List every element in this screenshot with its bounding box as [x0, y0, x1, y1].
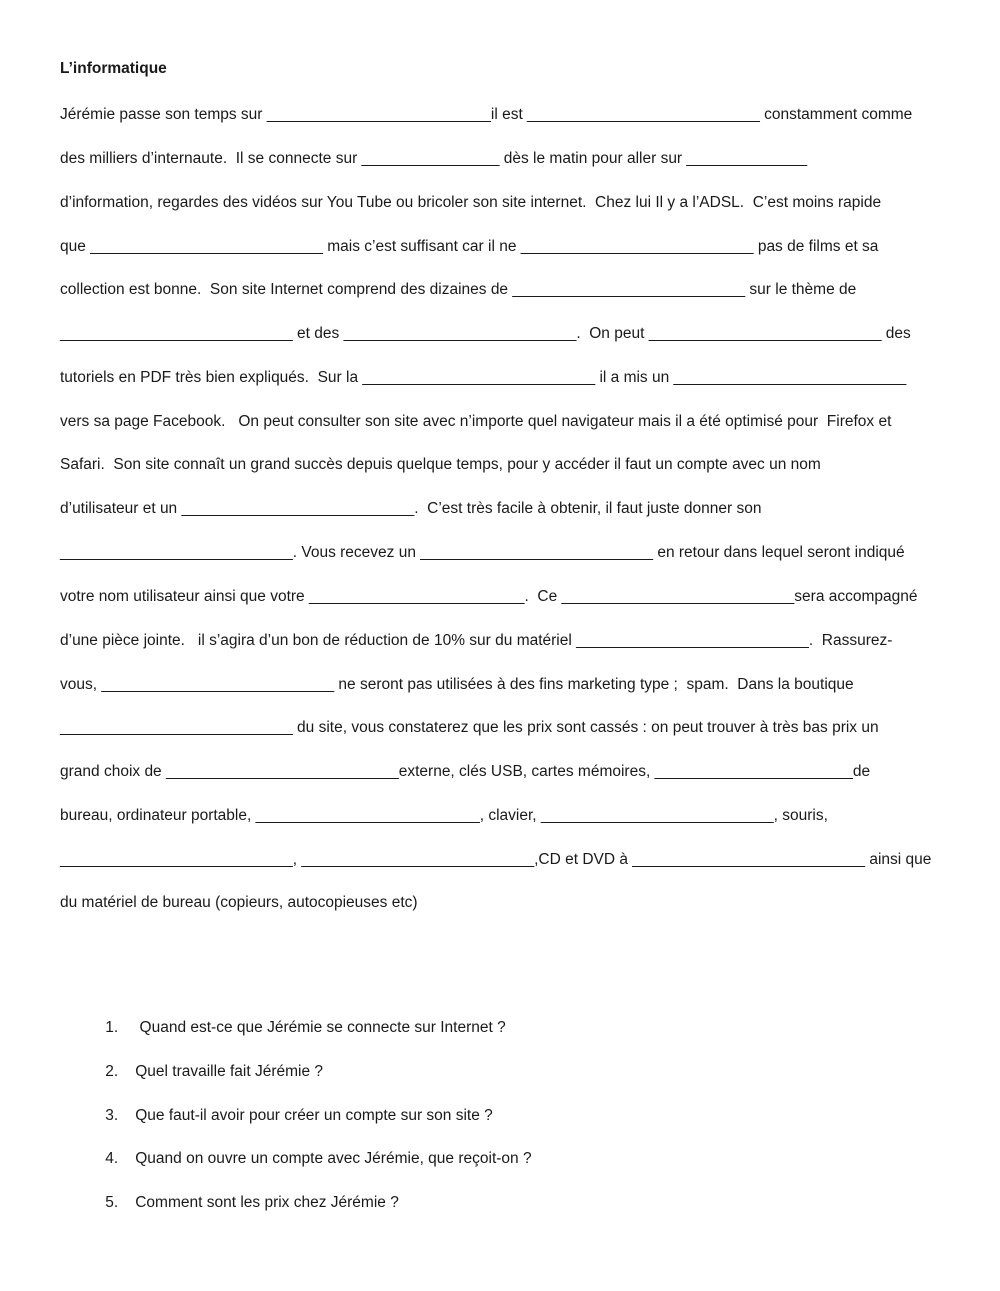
- paragraph-line: ___________________________, ___________________________,CD et DVD à ___________________________ ainsi que: [60, 851, 932, 868]
- paragraph-line: votre nom utilisateur ainsi que votre _________________________. Ce ___________________________sera accompagné: [60, 588, 918, 605]
- paragraph-line: Jérémie passe son temps sur __________________________il est ___________________________ constamment comme: [60, 106, 913, 123]
- question-number: 4.: [105, 1150, 119, 1167]
- question-text: Quel travaille fait Jérémie ?: [135, 1063, 324, 1080]
- paragraph-line: ___________________________ du site, vous constaterez que les prix sont cassés : on peut trouver à très bas prix un: [60, 719, 879, 736]
- paragraph-line: du matériel de bureau (copieurs, autocopieuses etc): [60, 894, 418, 911]
- question-number: 2.: [105, 1063, 119, 1080]
- question-text: Quand est-ce que Jérémie se connecte sur Internet ?: [135, 1019, 506, 1036]
- paragraph-line: des milliers d’internaute. Il se connecte sur ________________ dès le matin pour aller sur ______________: [60, 150, 808, 167]
- paragraph-line: tutoriels en PDF très bien expliqués. Sur la ___________________________ il a mis un ___________________________: [60, 369, 907, 386]
- question-number: 1.: [105, 1019, 119, 1036]
- paragraph-line: vous, ___________________________ ne seront pas utilisées à des fins marketing type ; spam. Dans la boutique: [60, 676, 854, 693]
- question-item: [88, 1170, 399, 1236]
- paragraph-line: ___________________________ et des ___________________________. On peut ___________________________ des: [60, 325, 911, 342]
- paragraph-line: collection est bonne. Son site Internet comprend des dizaines de ___________________________ sur le thème de: [60, 281, 857, 298]
- question-number: 5.: [105, 1194, 119, 1211]
- paragraph-line: d’information, regardes des vidéos sur You Tube ou bricoler son site internet. Chez lui Il y a l’ADSL. C’est moins rapide: [60, 194, 882, 211]
- paragraph-line: bureau, ordinateur portable, __________________________, clavier, ___________________________, souris,: [60, 807, 828, 824]
- question-text: Comment sont les prix chez Jérémie ?: [135, 1194, 399, 1211]
- question-text: Quand on ouvre un compte avec Jérémie, que reçoit-on ?: [135, 1150, 532, 1167]
- paragraph-line: grand choix de ___________________________externe, clés USB, cartes mémoires, _______________________de: [60, 763, 871, 780]
- paragraph-line: que ___________________________ mais c’est suffisant car il ne ___________________________ pas de films et sa: [60, 238, 879, 255]
- question-number: 3.: [105, 1107, 119, 1124]
- paragraph-line: Safari. Son site connaît un grand succès depuis quelque temps, pour y accéder il faut un compte avec un nom: [60, 456, 821, 473]
- paragraph-line: d’une pièce jointe. il s’agira d’un bon de réduction de 10% sur du matériel ___________________________. Rassurez-: [60, 632, 893, 649]
- paragraph-line: vers sa page Facebook. On peut consulter son site avec n’importe quel navigateur mais il a été optimisé pour Firefox et: [60, 413, 892, 430]
- question-text: Que faut-il avoir pour créer un compte sur son site ?: [135, 1107, 493, 1124]
- page-title: L’informatique: [60, 60, 167, 77]
- paragraph-line: ___________________________. Vous recevez un ___________________________ en retour dans lequel seront indiqué: [60, 544, 905, 561]
- paragraph-line: d’utilisateur et un ___________________________. C’est très facile à obtenir, il faut juste donner son: [60, 500, 762, 517]
